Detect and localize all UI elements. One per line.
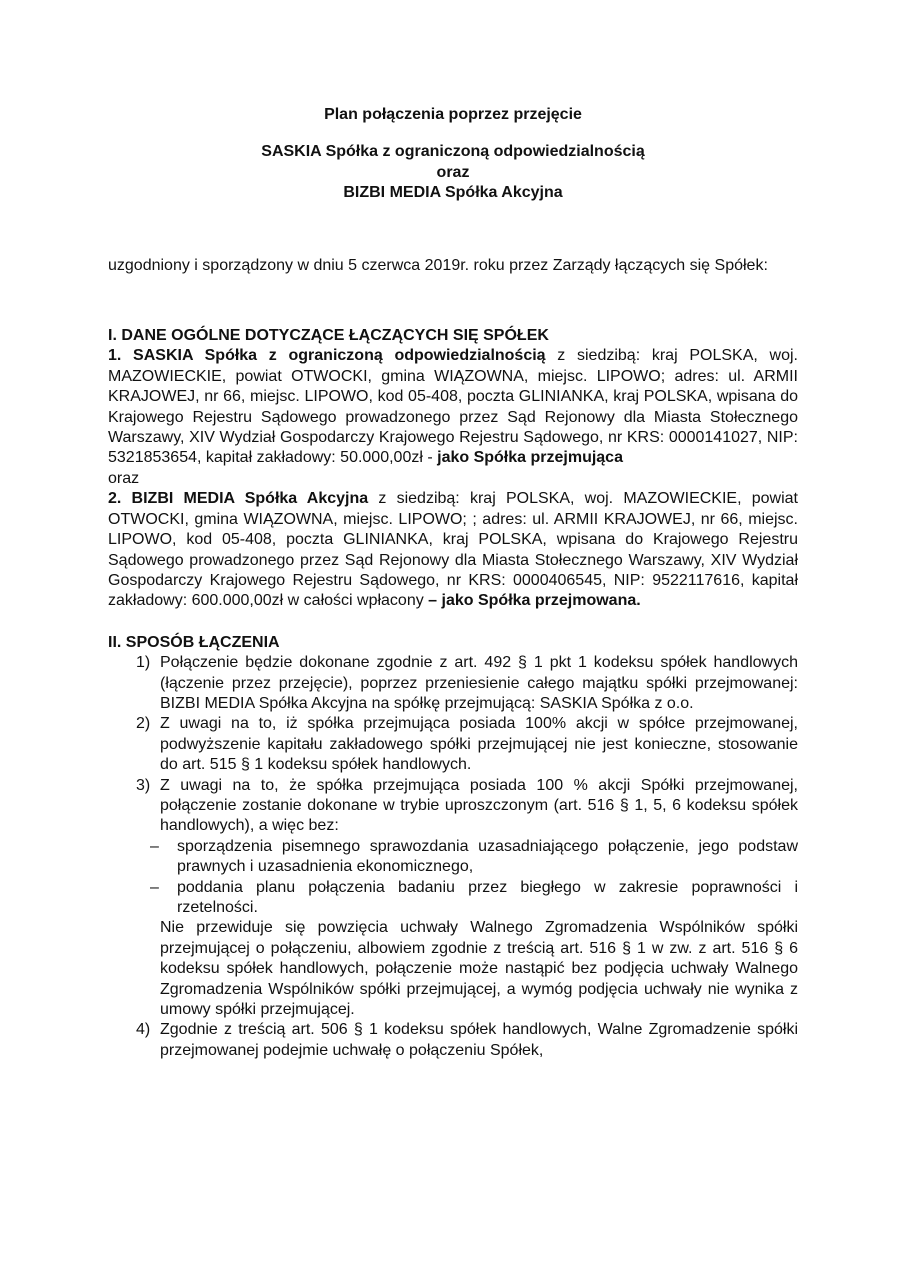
list-item-text: Z uwagi na to, że spółka przejmująca posiada 100 % akcji Spółki przejmowanej, połączenie zostanie dokonane w trybie uproszczonym (art. 516 § 1, 5, 6 kodeksu spółek handlowych), a więc bez: [160, 776, 798, 835]
list-item-continuation: Nie przewiduje się powzięcia uchwały Walnego Zgromadzenia Wspólników spółki przejmującej o połączeniu, albowiem zgodnie z treścią art. 516 § 1 w zw. z art. 516 § 6 kodeksu spółek handlowych, połączenie może nastąpić bez podjęcia uchwały Walnego Zgromadzenia Wspólników spółki przejmującej, a wymóg podjęcia uchwały nie wynika z umowy spółki przejmującej. [160, 919, 798, 1019]
parties-block [108, 142, 798, 203]
sub-list-item-text: poddania planu połączenia badaniu przez biegłego w zakresie poprawności i rzetelności. [177, 878, 798, 916]
sub-list-item [150, 878, 798, 919]
list-item [108, 1020, 798, 1061]
party1-name: SASKIA Spółka z ograniczoną odpowiedzialnością [261, 143, 645, 161]
dash-bullet: – [150, 837, 159, 855]
section-spacer [108, 612, 798, 633]
list-item-text: Połączenie będzie dokonane zgodnie z art. 492 § 1 pkt 1 kodeksu spółek handlowych (łączenie przez przejęcie), poprzez przeniesienie całego majątku spółki przejmowanej: BIZBI MEDIA Spółka Akcyjna na spółkę przejmującą: SASKIA Spółka z o.o. [160, 654, 798, 712]
section1-heading: I. DANE OGÓLNE DOTYCZĄCE ŁĄCZĄCYCH SIĘ SPÓŁEK [108, 327, 549, 345]
document-title: Plan połączenia poprzez przejęcie [324, 106, 582, 123]
list-item [108, 776, 798, 1021]
list-item [108, 714, 798, 775]
list-item-text: Zgodnie z treścią art. 506 § 1 kodeksu spółek handlowych, Walne Zgromadzenie spółki przejmowanej podejmie uchwałę o połączeniu Spółek, [160, 1021, 798, 1059]
sub-list [150, 837, 798, 919]
item1-bold-lead: 1. SASKIA Spółka z ograniczoną odpowiedzialnością [108, 347, 546, 365]
list-item-number: 3) [136, 776, 151, 794]
item2-bold-tail: – jako Spółka przejmowana. [428, 592, 641, 610]
dash-bullet: – [150, 878, 159, 896]
list-item-text: Z uwagi na to, iż spółka przejmująca posiada 100% akcji w spółce przejmowanej, podwyższenie kapitału zakładowego spółki przejmującej nie jest konieczne, stosowanie do art. 515 § 1 kodeksu spółek handlowych. [160, 715, 798, 774]
intro-paragraph: uzgodniony i sporządzony w dniu 5 czerwca 2019r. roku przez Zarządy łączących się Spółek: [108, 256, 768, 274]
list-item-number: 4) [136, 1021, 151, 1039]
item2-body: z siedzibą: kraj POLSKA, woj. MAZOWIECKIE, powiat OTWOCKI, gmina WIĄZOWNA, miejsc. LIPOWO; ; adres: ul. ARMII KRAJOWEJ, nr 66, miejsc. LIPOWO, kod 05-408, poczta GLINIANKA, kraj POLSKA, wpisana do Krajowego Rejestru Sądowego prowadzonego przez Sąd Rejonowy dla Miasta Stołecznego Warszawy, XIV Wydział Gospodarczy Krajowego Rejestru Sądowego, nr KRS: 0000406545, NIP: 9522117616, kapitał zakładowy: 600.000,00zł w całości wpłacony [108, 490, 799, 610]
list-item-number: 1) [136, 654, 151, 672]
section2-heading: II. SPOSÓB ŁĄCZENIA [108, 633, 280, 651]
section2-list [108, 653, 798, 1061]
section1-item2 [108, 489, 798, 611]
sub-list-item [150, 837, 798, 878]
parties-conjunction: oraz [436, 163, 470, 181]
item1-bold-tail: jako Spółka przejmująca [437, 449, 623, 467]
sub-list-item-text: sporządzenia pisemnego sprawozdania uzasadniającego połączenie, jego podstaw prawnych i uzasadnienia ekonomicznego, [177, 837, 798, 876]
list-item-number: 2) [136, 715, 151, 733]
section1-item1 [108, 346, 798, 468]
party2-name: BIZBI MEDIA Spółka Akcyjna [343, 184, 563, 202]
list-item [108, 653, 798, 714]
item1-body: z siedzibą: kraj POLSKA, woj. MAZOWIECKIE, powiat OTWOCKI, gmina WIĄZOWNA, miejsc. LIPOWO; adres: ul. ARMII KRAJOWEJ, nr 66, miejsc. LIPOWO, kod 05-408, poczta GLINIANKA, kraj POLSKA, wpisana do Krajowego Rejestru Sądowego prowadzonego przez Sąd Rejonowy dla Miasta Stołecznego Warszawy, XIV Wydział Gospodarczy Krajowego Rejestru Sądowego, nr KRS: 0000141027, NIP: 5321853654, kapitał zakładowy: 50.000,00zł - [108, 347, 798, 467]
section1-conjunction: oraz [108, 469, 140, 487]
item2-bold-lead: 2. BIZBI MEDIA Spółka Akcyjna [108, 490, 369, 508]
